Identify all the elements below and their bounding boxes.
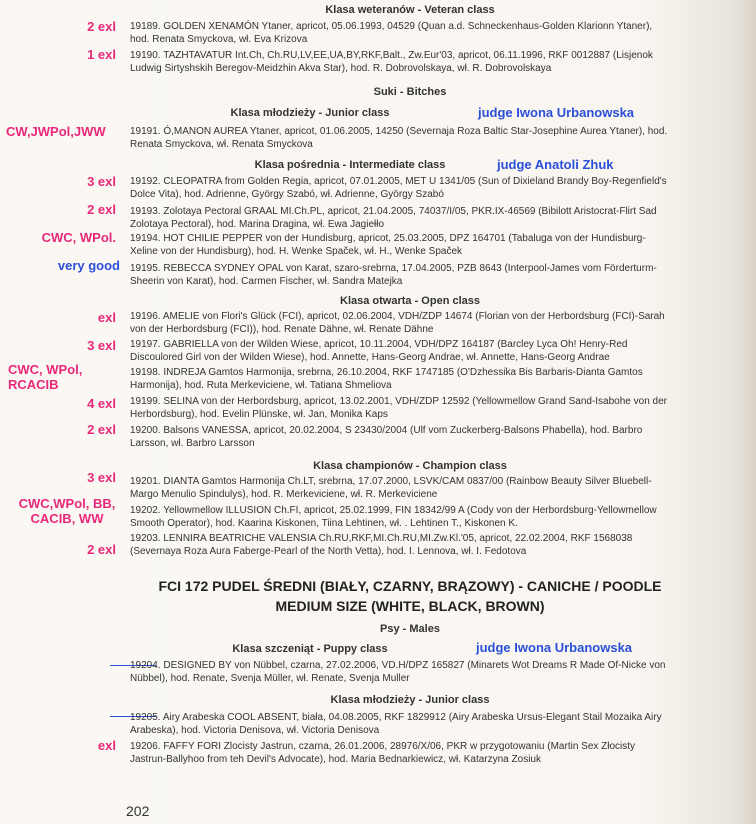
catalog-entry xyxy=(130,711,670,737)
class-header-puppy: Klasa szczeniąt - Puppy class xyxy=(232,643,388,655)
result-annotation: very good xyxy=(57,258,120,273)
class-header-intermediate: Klasa pośrednia - Intermediate class xyxy=(254,159,446,171)
result-annotation: CW,JWPol,JWW xyxy=(6,124,106,139)
entry-text: DIANTA Gamtos Harmonija Ch.LT, srebrna, 17.07.2000, LSVK/CAM 0837/00 (Rainbow Beauty Silver Bluebell-Margo Menulio Spindulys), hod. R. Merkeviciene, wł. R. Merkeviciene xyxy=(130,476,652,500)
catalog-entry xyxy=(130,424,670,450)
catalog-entry xyxy=(130,175,670,201)
entry-number: 19189. xyxy=(130,21,161,32)
entry-number: 19193. xyxy=(130,206,161,217)
catalog-entry xyxy=(130,659,670,685)
entry-text: REBECCA SYDNEY OPAL von Karat, szaro-srebrna, 17.04.2005, PZB 8643 (Interpool-James vom Förderturm-Sheerin von Karat), hod. Carmen Fischer, wł. Sandra Matejka xyxy=(130,263,657,287)
entry-number: 19202. xyxy=(130,505,161,516)
entry-text: Zolotaya Pectoral GRAAL MI.Ch.PL, apricot, 21.04.2005, 74037/I/05, PKR.IX-46569 (Bibilott Aristocrat-Flirt Sad Zolotaya Pectoral), hod. Marina Dragina, wł. Ewa Jagiełło xyxy=(130,206,657,230)
catalog-entry xyxy=(130,366,670,392)
result-annotation: CWC,WPol, BB, CACIB, WW xyxy=(18,496,116,526)
catalog-entry xyxy=(130,20,670,46)
result-annotation: 2 exl xyxy=(87,19,116,34)
entry-text: FAFFY FORI Zlocisty Jastrun, czarna, 26.01.2006, 28976/X/06, PKR w przygotowaniu (Martin Sex Złocisty Jastrun-Ballyhoo from teh Devil's Advocate), hod. Maria Bednarkiewicz, wł. Katarzyna Zosiuk xyxy=(130,741,636,765)
catalog-entry xyxy=(130,475,670,501)
entry-number: 19204. xyxy=(130,660,161,671)
result-annotation: exl xyxy=(97,310,116,325)
catalog-entry xyxy=(130,740,670,766)
entry-number: 19203. xyxy=(130,533,161,544)
entry-text: TAZHTAVATUR Int.Ch, Ch.RU,LV,EE,UA,BY,RKF,Balt., Zw.Eur'03, apricot, 06.11.1996, RKF 0012887 (Lisjenok Ludwig Sirtyshskih Beregov-Meidzhin Akva Star), hod. R. Dobrovolskaya, wł. R. Dobrovolskaya xyxy=(130,50,653,74)
catalog-entry xyxy=(130,49,670,75)
result-annotation: 3 exl xyxy=(87,470,116,485)
entry-number: 19206. xyxy=(130,741,161,752)
result-annotation: 1 exl xyxy=(87,47,116,62)
catalog-entry xyxy=(130,532,670,558)
entry-text: HOT CHILIE PEPPER von der Hundisburg, apricot, 25.03.2005, DPZ 164701 (Tabaluga von der Hundisburg-Xeline von der Hundisburg), hod. H. Wenke Spaček, wł. H., Wenke Spaček xyxy=(130,233,646,257)
breed-section-title-line2: MEDIUM SIZE (WHITE, BLACK, BROWN) xyxy=(275,598,545,614)
catalog-entry xyxy=(130,395,670,421)
judge-annotation: judge Iwona Urbanowska xyxy=(478,105,635,120)
entry-text: LENNIRA BEATRICHE VALENSIA Ch.RU,RKF,MI.Ch.RU,MI.Zw.Kl.'05, apricot, 22.02.2004, RKF 1568038 (Severnaya Roza Aura Faberge-Pearl of the North Vetta), hod. I. Lennova, wł. I. Fedotova xyxy=(130,533,633,557)
entry-number: 19199. xyxy=(130,396,161,407)
class-header-junior: Klasa młodzieży - Junior class xyxy=(230,107,390,119)
catalog-entry xyxy=(130,338,670,364)
entry-text: GOLDEN XENAMÓN Ytaner, apricot, 05.06.1993, 04529 (Quan a.d. Schneckenhaus-Golden Klarionn Ytaner), hod. Renata Smyckova, wł. Eva Krizova xyxy=(130,21,653,45)
catalog-entry xyxy=(130,262,670,288)
catalog-entry xyxy=(130,310,670,336)
page-number: 202 xyxy=(126,803,150,819)
entry-number: 19190. xyxy=(130,50,161,61)
entry-text: Balsons VANESSA, apricot, 20.02.2004, S 23430/2004 (Ulf vom Zuckerberg-Balsons Phabella), hod. Barbro Larsson, wł. Barbro Larsson xyxy=(130,425,643,449)
judge-annotation: judge Anatoli Zhuk xyxy=(497,157,614,172)
result-annotation: 2 exl xyxy=(87,542,116,557)
entry-number: 19197. xyxy=(130,339,161,350)
entry-number: 19194. xyxy=(130,233,161,244)
entry-text: INDREJA Gamtos Harmonija, srebrna, 26.10.2004, RKF 1747185 (O'Dzhessika Bis Barbaris-Dianta Gamtos Harmonija), hod. Ruta Merkeviciene, wł. Tatiana Shmeliova xyxy=(130,367,643,391)
sex-header-males: Psy - Males xyxy=(380,623,440,635)
entry-number: 19191. xyxy=(130,126,161,137)
entry-number: 19205. xyxy=(130,712,161,723)
entry-number: 19196. xyxy=(130,311,161,322)
class-header-open: Klasa otwarta - Open class xyxy=(340,295,480,307)
result-annotation: exl xyxy=(97,738,116,753)
catalog-entry xyxy=(130,125,670,151)
entry-number: 19192. xyxy=(130,176,161,187)
entry-text: Airy Arabeska COOL ABSENT, biała, 04.08.2005, RKF 1829912 (Airy Arabeska Ursus-Elegant Stail Mozaika Airy Arabeska), hod. Victoria Denisova, wł. Victoria Denisova xyxy=(130,712,662,736)
entry-text: Yellowmellow ILLUSION Ch.FI, apricot, 25.02.1999, FIN 18342/99 A (Cody von der Herbordsburg-Yellowmellow Smooth Operator), hod. Kaarina Kiskonen, Tiina Lehtinen, wł. . Lehtinen T., Kiskonen K. xyxy=(130,505,657,529)
catalog-entry xyxy=(130,504,670,530)
catalog-entry xyxy=(130,205,670,231)
result-annotation: CWC, WPol, RCACIB xyxy=(8,362,83,392)
result-annotation: 2 exl xyxy=(87,422,116,437)
entry-number: 19195. xyxy=(130,263,161,274)
result-annotation: 3 exl xyxy=(87,338,116,353)
entry-number: 19201. xyxy=(130,476,161,487)
result-annotation: 4 exl xyxy=(87,396,116,411)
class-header-junior-males: Klasa młodzieży - Junior class xyxy=(330,694,490,706)
class-header-veteran: Klasa weteranów - Veteran class xyxy=(325,4,495,16)
class-header-champion: Klasa championów - Champion class xyxy=(313,460,507,472)
entry-text: CLEOPATRA from Golden Regia, apricot, 07.01.2005, MET U 1341/05 (Sun of Dixieland Brandy Boy-Regenfield's Dolce Vita), hod. Adrienne, György Szabó, wł. Adrienne, György Szabó xyxy=(130,176,667,200)
catalog-entry xyxy=(130,232,670,258)
entry-text: DESIGNED BY von Nübbel, czarna, 27.02.2006, VD.H/DPZ 165827 (Minarets Wot Dreams R Made Of-Nicke von Nübbel), hod. Renate, Svenja Müller, wł. Renate, Svenja Muller xyxy=(130,660,666,684)
entry-text: GABRIELLA von der Wilden Wiese, apricot, 10.11.2004, VDH/DPZ 164187 (Barcley Lyca Oh! Henry-Red Discoulored Girl von der Wilden Wiese), hod. Annette, Hans-Georg Andrae, wł. Annette, Hans-Georg Andrae xyxy=(130,339,628,363)
sex-header-bitches: Suki - Bitches xyxy=(373,86,447,98)
judge-annotation: judge Iwona Urbanowska xyxy=(476,640,633,655)
result-annotation: 2 exl xyxy=(87,202,116,217)
entry-number: 19198. xyxy=(130,367,161,378)
entry-number: 19200. xyxy=(130,425,161,436)
entry-text: SELINA von der Herbordsburg, apricot, 13.02.2001, VDH/ZDP 12592 (Yellowmellow Grand Sand-Isabohe von der Herbordsburg), hod. Evelin Plünske, wł. Jan, Monika Kaps xyxy=(130,396,667,420)
result-annotation: CWC, WPol. xyxy=(41,230,116,245)
breed-section-title-line1: FCI 172 PUDEL ŚREDNI (BIAŁY, CZARNY, BRĄZOWY) - CANICHE / POODLE xyxy=(158,578,662,594)
entry-text: Ó,MANON AUREA Ytaner, apricot, 01.06.2005, 14250 (Severnaja Roza Baltic Star-Josephine Aurea Ytaner), hod. Renata Smyckova, wł. Renata Smyckova xyxy=(130,126,668,150)
entry-text: AMELIE von Flori's Glück (FCI), apricot, 02.06.2004, VDH/ZDP 14674 (Florian von der Herbordsburg (FCI)-Sarah von der Herbordsburg (FCI)), hod. Renate Dähne, wł. Renate Dähne xyxy=(130,311,665,335)
result-annotation: 3 exl xyxy=(87,174,116,189)
